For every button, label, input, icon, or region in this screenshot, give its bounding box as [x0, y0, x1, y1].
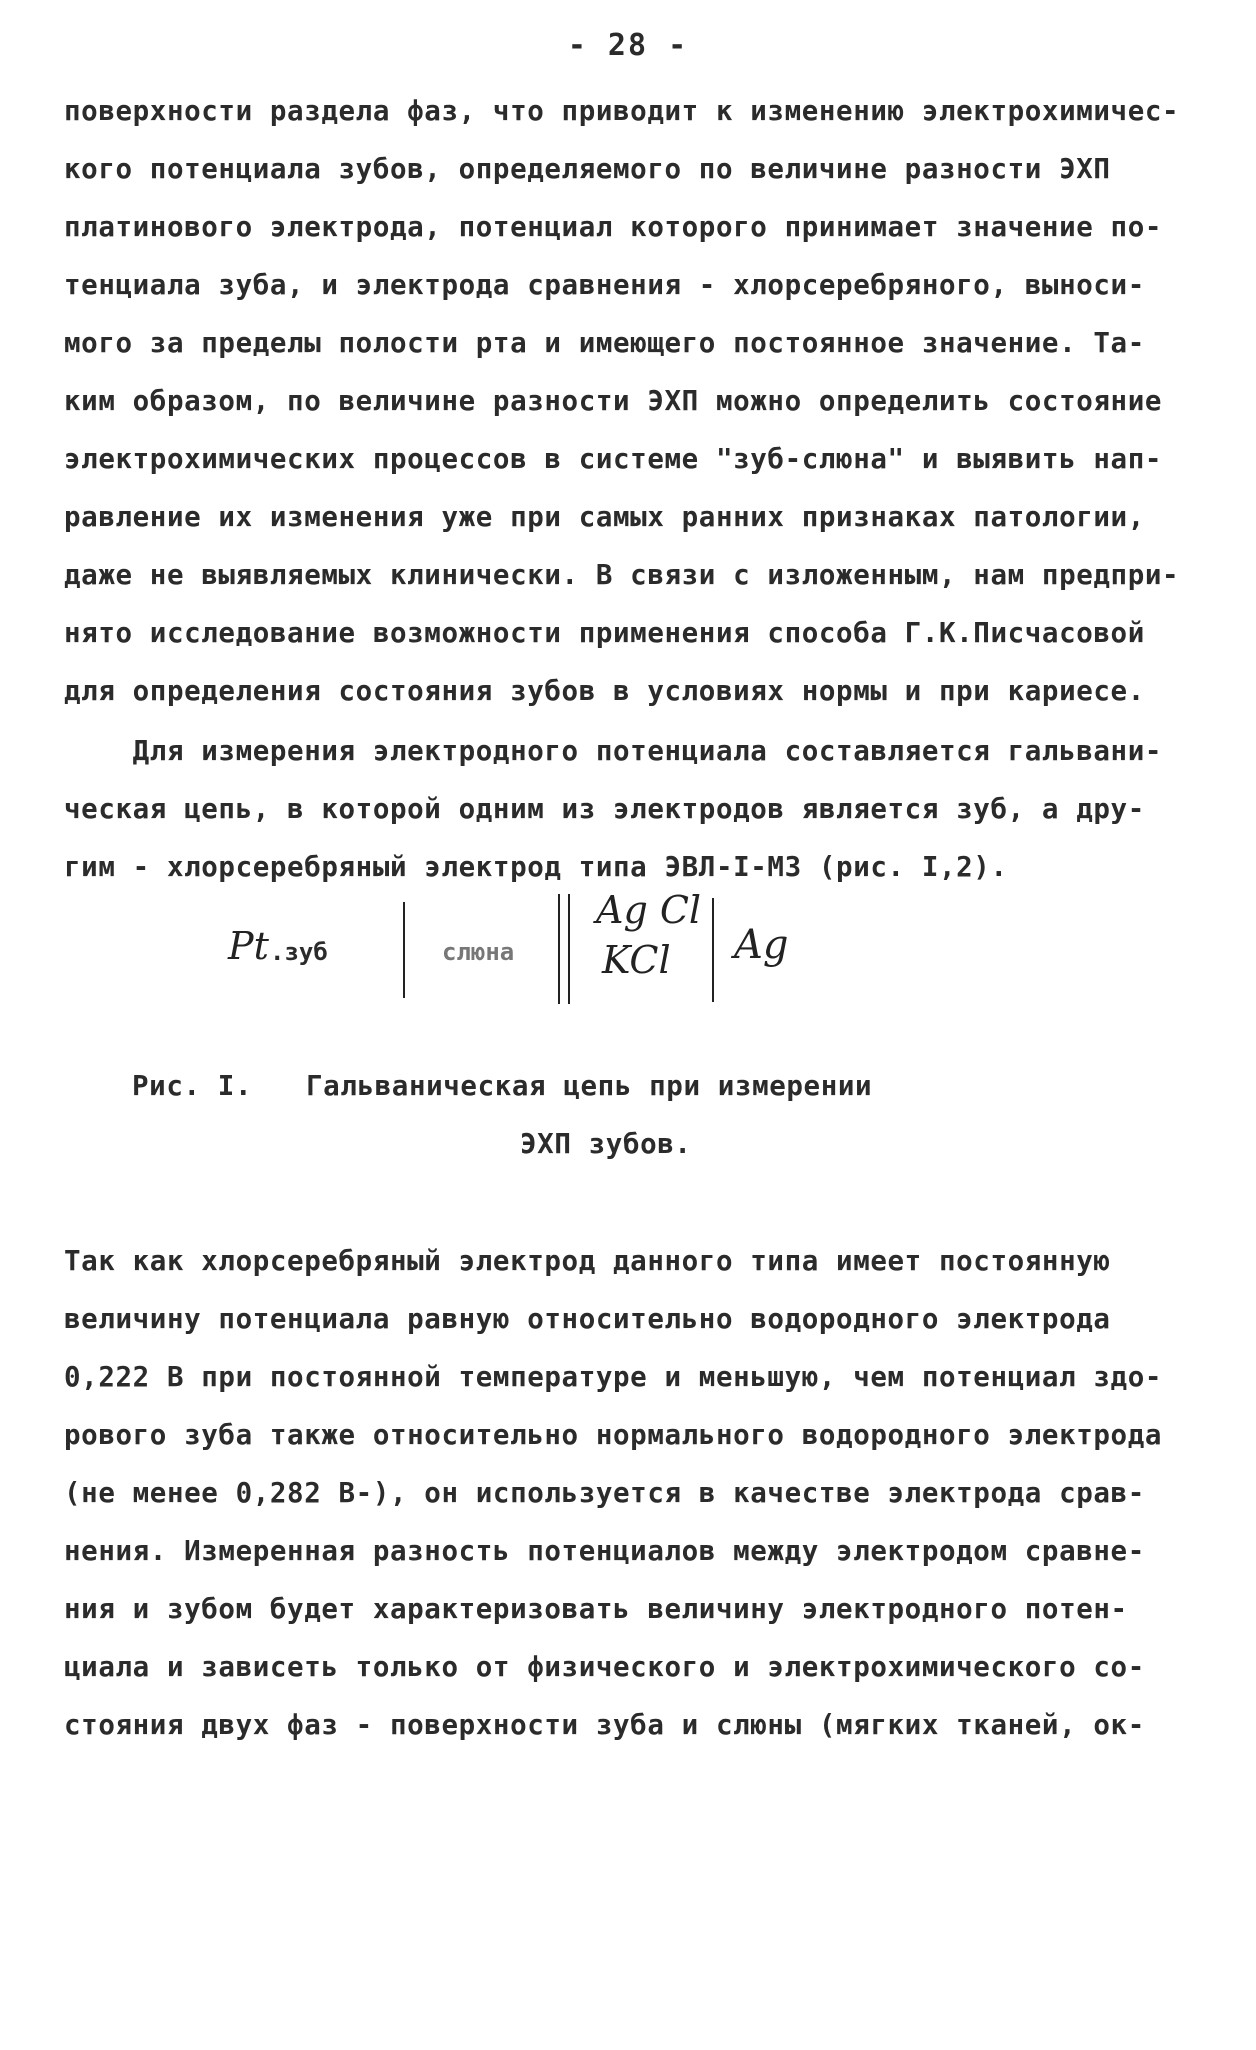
text-line: нения. Измеренная разность потенциалов между электродом сравне- [64, 1535, 1145, 1567]
figure-caption-line-1: Гальваническая цепь при измерении [306, 1070, 873, 1102]
text-line: тенциала зуба, и электрода сравнения - хлорсеребряного, выноси- [64, 269, 1145, 301]
text-line: платинового электрода, потенциал которого принимает значение по- [64, 211, 1163, 243]
salt-bridge-line-1 [558, 894, 560, 1004]
text-line: кого потенциала зубов, определяемого по величине разности ЭХП [64, 153, 1111, 185]
text-line: гим - хлорсеребряный электрод типа ЭВЛ-I-МЗ (рис. I,2). [64, 851, 1008, 883]
formula-pt: Pt [228, 924, 269, 968]
text-line: Для измерения электродного потенциала составляется гальвани- [64, 735, 1163, 767]
formula-tooth: .зуб [270, 938, 328, 966]
text-line: для определения состояния зубов в условиях нормы и при кариесе. [64, 675, 1145, 707]
text-line: мого за пределы полости рта и имеющего постоянное значение. Та- [64, 327, 1145, 359]
text-line: Так как хлорсеребряный электрод данного типа имеет постоянную [64, 1245, 1111, 1277]
formula-agcl: Ag Cl [596, 888, 702, 932]
electrode-boundary-line [712, 898, 714, 1002]
text-line: поверхности раздела фаз, что приводит к изменению электрохимичес- [64, 95, 1180, 127]
page-number: - 28 - [567, 28, 689, 63]
formula-saliva: слюна [442, 938, 515, 966]
text-line: ния и зубом будет характеризовать величину электродного потен- [64, 1593, 1128, 1625]
formula-kcl: KCl [602, 938, 671, 982]
text-line: электрохимических процессов в системе "зуб-слюна" и выявить нап- [64, 443, 1163, 475]
text-line: величину потенциала равную относительно водородного электрода [64, 1303, 1111, 1335]
text-line: рового зуба также относительно нормального водородного электрода [64, 1419, 1163, 1451]
galvanic-cell-formula [0, 880, 1256, 1030]
text-line: ческая цепь, в которой одним из электродов является зуб, а дру- [64, 793, 1145, 825]
formula-ag: Ag [734, 922, 789, 968]
text-line: равление их изменения уже при самых ранних признаках патологии, [64, 501, 1145, 533]
phase-boundary-line [403, 902, 405, 998]
figure-caption-line-2: ЭХП зубов. [520, 1128, 692, 1160]
text-line: циала и зависеть только от физического и электрохимического со- [64, 1651, 1145, 1683]
text-line: нято исследование возможности применения способа Г.К.Писчасовой [64, 617, 1145, 649]
text-line: 0,222 В при постоянной температуре и меньшую, чем потенциал здо- [64, 1361, 1163, 1393]
text-line: стояния двух фаз - поверхности зуба и слюны (мягких тканей, ок- [64, 1709, 1145, 1741]
salt-bridge-line-2 [568, 894, 570, 1004]
text-line: даже не выявляемых клинически. В связи с изложенным, нам предпри- [64, 559, 1180, 591]
figure-label: Рис. I. [132, 1070, 253, 1102]
text-line: ким образом, по величине разности ЭХП можно определить состояние [64, 385, 1163, 417]
text-line: (не менее 0,282 В-), он используется в качестве электрода срав- [64, 1477, 1145, 1509]
